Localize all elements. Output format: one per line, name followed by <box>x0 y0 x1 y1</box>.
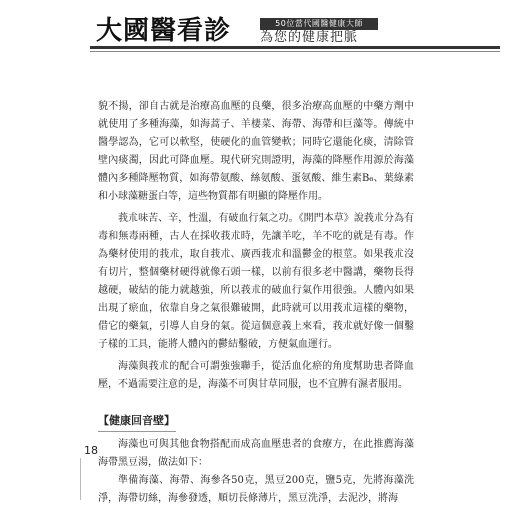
page-header <box>0 0 520 62</box>
paragraph: 莪朮味苦、辛，性溫，有破血行氣之功。《開門本草》說莪朮分為有毒和無毒兩種，古人在採收莪朮時，先讓羊吃，羊不吃的就是有毒。作為藥材使用的莪朮，取自莪朮、廣西莪朮和溫鬱金的根莖。如果莪朮沒有切片，整個藥材硬得就像石頭一樣，以前有很多老中醫講，藥物長得越硬，破結的能力就越強，所以莪朮的破血行氣作用很強。人體內如果出現了瘀血，依靠自身之氣很難破開，此時就可以用莪朮這樣的藥物，借它的藥氣，引導人自身的氣。從這個意義上來看，莪朮就好像一個鑿子樣的工具，能將人體內的鬱結鑿破，方便氣血運行。 <box>98 213 414 350</box>
main-text <box>98 98 414 508</box>
header-rule <box>90 46 500 49</box>
page-number: 18 <box>84 444 98 457</box>
bracket-right-icon: 】 <box>164 414 175 427</box>
margin-line <box>80 458 81 500</box>
paragraph: 貌不揚，卻自古就是治療高血壓的良藥，很多治療高血壓的中藥方劑中就使用了多種海藻，如海蒿子、羊棲菜、海帶、海帶和巨藻等。傳統中醫學認為，它可以軟堅，使硬化的血管變軟；同時它還能化痰，清除管壁內痰濁，因此可降血壓。現代研究則證明，海藻的降壓作用源於海藻體內多種降壓物質，如海帶氨酸、絲氨酸、蛋氨酸、維生素B₆、葉綠素和小球藻糖蛋白等，這些物質都有明顯的降壓作用。 <box>98 101 414 202</box>
section-heading <box>98 412 176 432</box>
paragraph: 準備海藻、海帶、海參各50克，黑豆200克，鹽5克，先將海藻洗淨，海帶切絲，海參發透，順切長條薄片，黑豆洗淨，去泥沙，將海 <box>98 475 414 504</box>
paragraph: 海藻與莪朮的配合可謂強強聯手，從活血化瘀的角度幫助患者降血壓，不過需要注意的是，海藻不可與甘草同服，也不宜脾有濕者服用。 <box>98 361 414 390</box>
section-title: 健康回音壁 <box>109 414 164 427</box>
book-title: 大國醫看診 <box>96 16 232 46</box>
header-rule-thin <box>90 51 500 52</box>
series-badge: 50位當代國醫健康大師 <box>260 18 378 30</box>
bracket-left-icon: 【 <box>98 414 109 427</box>
book-subtitle: 為您的健康把脈 <box>260 30 359 45</box>
paragraph: 海藻也可與其他食物搭配而成高血壓患者的食療方，在此推薦海藻海帶黑豆湯，做法如下： <box>98 439 414 468</box>
